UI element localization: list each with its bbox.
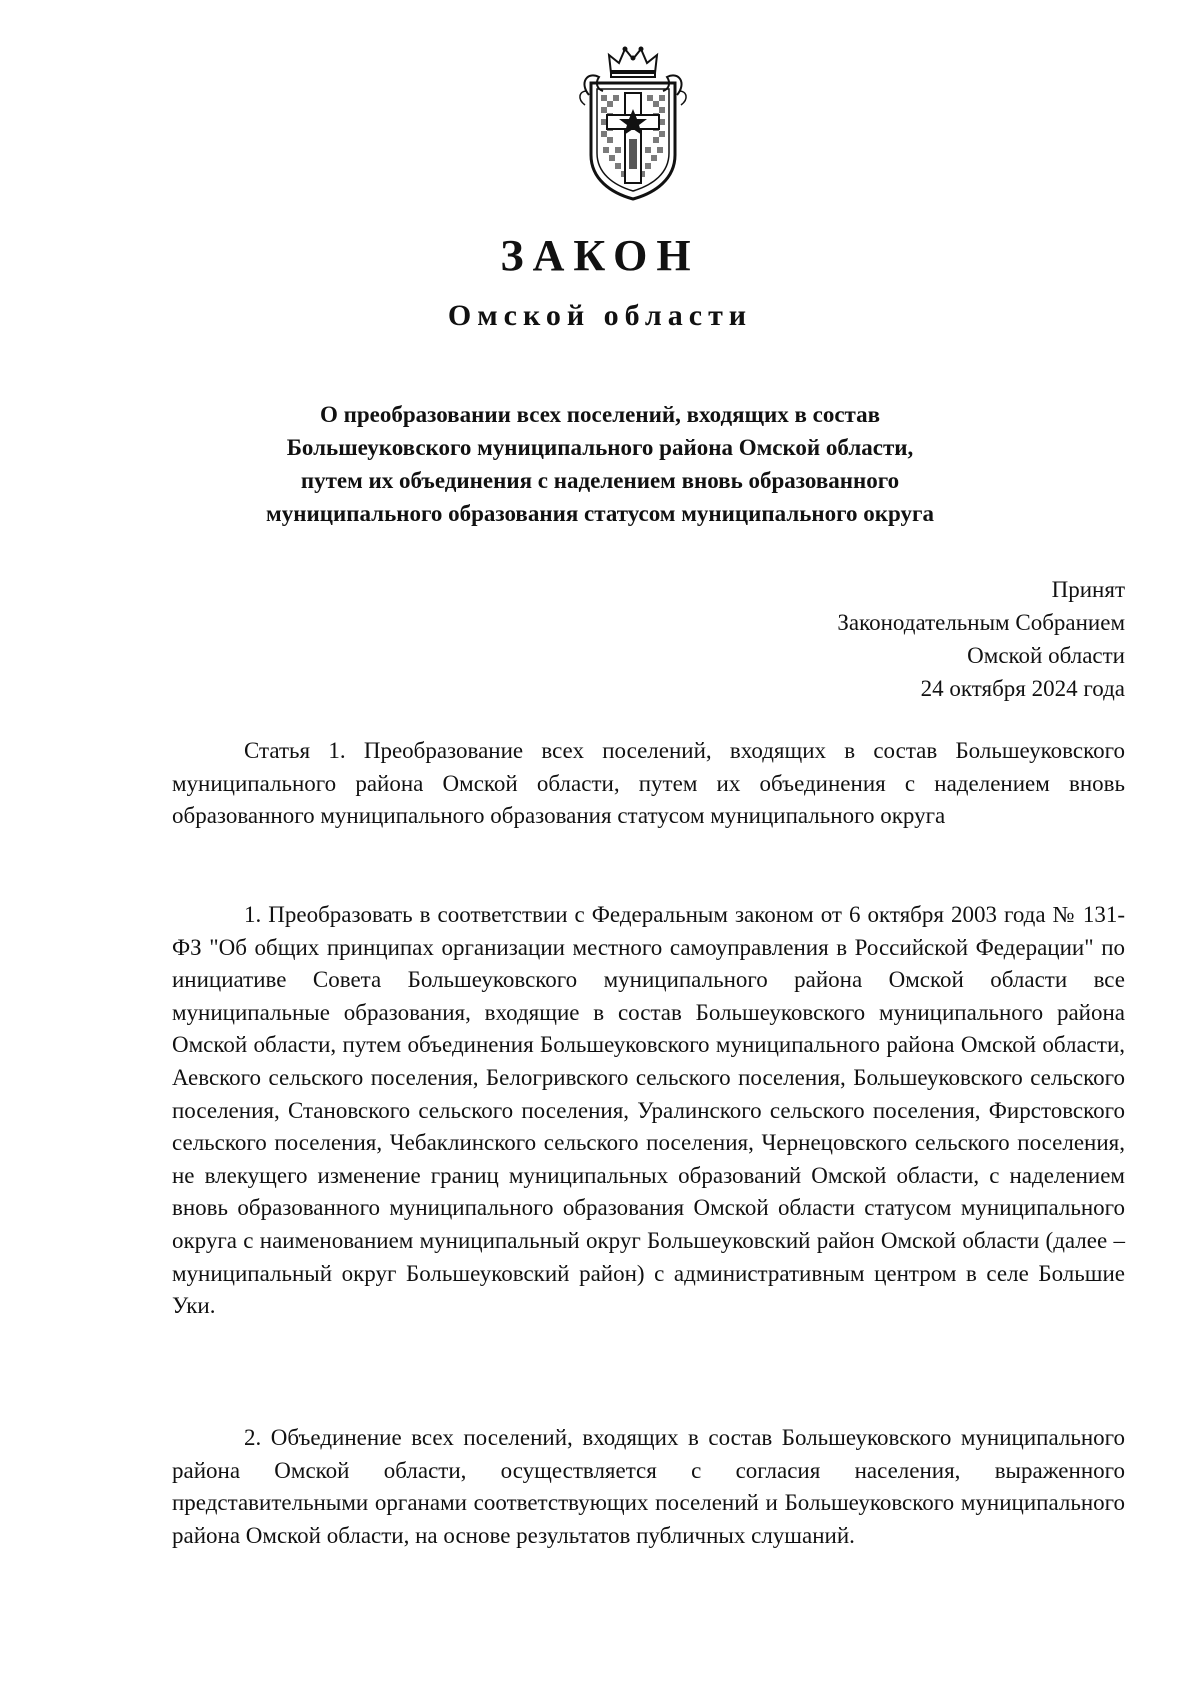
law-name-line: путем их объединения с наделением вновь образованного <box>300 468 900 493</box>
adoption-date: 24 октября 2024 года <box>920 676 1125 701</box>
coat-of-arms-icon <box>573 43 693 203</box>
adoption-line: Законодательным Собранием <box>837 610 1125 635</box>
adoption-block <box>837 573 1125 705</box>
adoption-line: Омской области <box>967 643 1125 668</box>
law-name-line: О преобразовании всех поселений, входящих в состав <box>319 402 881 427</box>
article-1-paragraph-1: 1. Преобразовать в соответствии с Федеральным законом от 6 октября 2003 года № 131-ФЗ "Об общих принципах организации местного самоуправления в Российской Федерации" по инициативе Совета Большеуковского муниципального района Омской области все муниципальные образования, входящие в состав Большеуковского муниципального района Омской области, путем объединения Большеуковского муниципального района Омской области, Аевского сельского поселения, Белогривского сельского поселения, Большеуковского сельского поселения, Становского сельского поселения, Уралинского сельского поселения, Фирстовского сельского поселения, Чебаклинского сельского поселения, Чернецовского сельского поселения, не влекущего изменение границ муниципальных образований Омской области, с наделением вновь образованного муниципального образования Омской области статусом муниципального округа с наименованием муниципальный округ Большеуковский район Омской области (далее – муниципальный округ Большеуковский район) с административным центром в селе Большие Уки. <box>172 902 1125 1319</box>
law-name <box>160 398 1040 530</box>
document-subtitle: Омской области <box>447 299 753 332</box>
law-name-line: муниципального образования статусом муниципального округа <box>266 501 934 526</box>
article-1-title: Статья 1. Преобразование всех поселений, входящих в состав Большеуковского муниципального района Омской области, путем их объединения с наделением вновь образованного муниципального образования статусом муниципального округа <box>172 738 1125 829</box>
law-name-line: Большеуковского муниципального района Омской области, <box>286 435 914 460</box>
article-1-paragraph-2: 2. Объединение всех поселений, входящих в состав Большеуковского муниципального района Омской области, осуществляется с согласия населения, выраженного представительными органами соответствующих поселений и Большеуковского муниципального района Омской области, на основе результатов публичных слушаний. <box>172 1425 1125 1548</box>
document-title: ЗАКОН <box>500 231 700 280</box>
adoption-line: Принят <box>1051 577 1125 602</box>
